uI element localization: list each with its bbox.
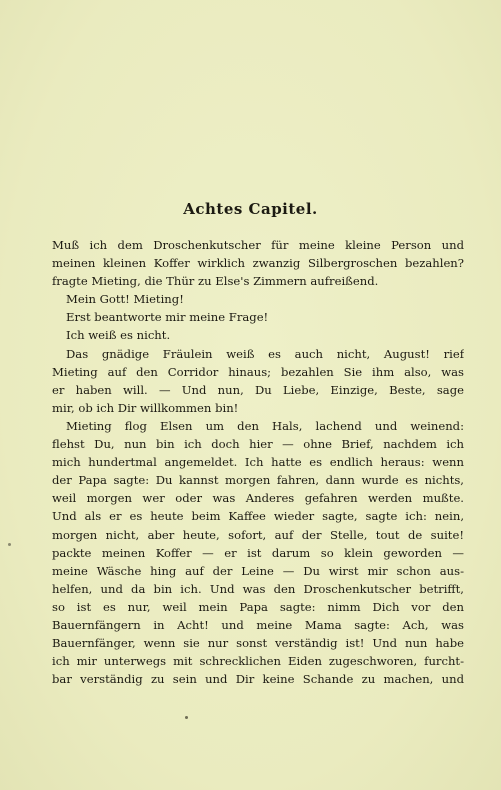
- text-line: Ich weiß es nicht.: [66, 328, 171, 343]
- text-line: der Papa sagte: Du kannst morgen fahren, dann wurde es nichts,: [52, 473, 464, 488]
- margin-speck: [8, 543, 11, 546]
- text-line: fragte Mieting, die Thür zu Else's Zimmern aufreißend.: [52, 274, 379, 289]
- text-line: Erst beantworte mir meine Frage!: [66, 310, 269, 325]
- text-line: Mieting flog Elsen um den Hals, lachend und weinend:: [66, 418, 464, 433]
- text-line: Und als er es heute beim Kaffee wieder sagte, sagte ich: nein,: [52, 509, 464, 524]
- text-line: Muß ich dem Droschenkutscher für meine kleine Person und: [52, 238, 464, 252]
- body-text: [52, 236, 464, 688]
- text-line: er haben will. — Und nun, Du Liebe, Einzige, Beste, sage: [52, 382, 464, 397]
- text-line: mich hundertmal angemeldet. Ich hatte es endlich heraus: wenn: [52, 455, 464, 470]
- text-line: mir, ob ich Dir willkommen bin!: [52, 400, 239, 415]
- text-line: packte meinen Koffer — er ist darum so klein geworden —: [52, 545, 464, 560]
- text-line: flehst Du, nun bin ich doch hier — ohne Brief, nachdem ich: [52, 437, 464, 452]
- text-line: ich mir unterwegs mit schrecklichen Eiden zugeschworen, furcht-: [52, 654, 464, 669]
- chapter-heading: Achtes Capitel.: [183, 200, 318, 218]
- text-line: Mein Gott! Mieting!: [66, 292, 184, 307]
- text-line: morgen nicht, aber heute, sofort, auf der Stelle, tout de suite!: [52, 527, 464, 542]
- footer-speck: [185, 716, 188, 719]
- text-line: Mieting auf den Corridor hinaus; bezahlen Sie ihm also, was: [52, 364, 464, 379]
- text-line: Bauernfänger, wenn sie nur sonst verständig ist! Und nun habe: [52, 636, 464, 651]
- text-line: so ist es nur, weil mein Papa sagte: nimm Dich vor den: [52, 599, 464, 614]
- text-line: Bauernfängern in Acht! und meine Mama sagte: Ach, was: [52, 617, 464, 632]
- text-line: helfen, und da bin ich. Und was den Droschenkutscher betrifft,: [52, 581, 464, 596]
- text-line: bar verständig zu sein und Dir keine Schande zu machen, und: [52, 672, 464, 687]
- text-line: Das gnädige Fräulein weiß es auch nicht, August! rief: [66, 346, 464, 361]
- text-line: meinen kleinen Koffer wirklich zwanzig Silbergroschen bezahlen?: [52, 256, 464, 271]
- text-line: weil morgen wer oder was Anderes gefahren werden mußte.: [52, 491, 464, 506]
- text-line: meine Wäsche hing auf der Leine — Du wirst mir schon aus-: [52, 563, 464, 578]
